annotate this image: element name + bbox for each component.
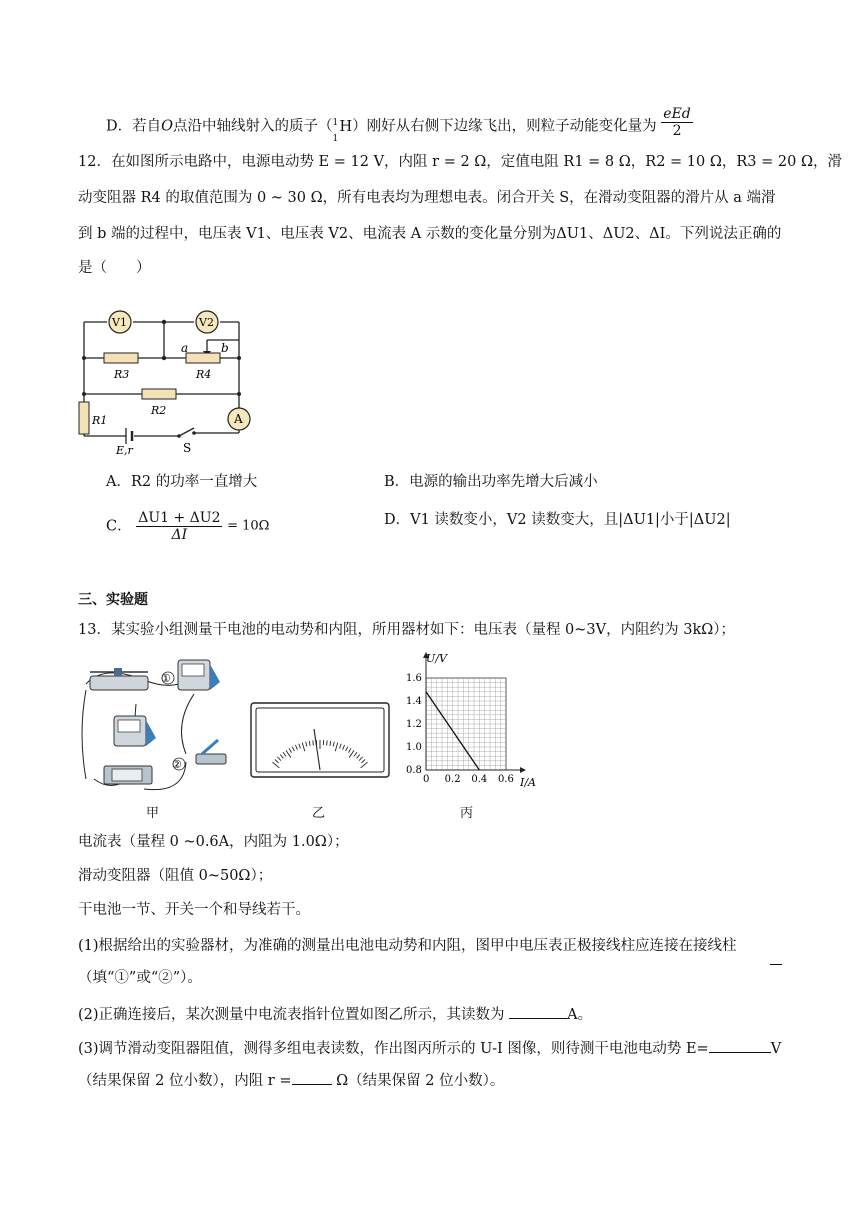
resistor-r4: [186, 353, 220, 363]
chart-y-tick-label: 1.0: [406, 742, 422, 753]
chart-ylabel: U/V: [426, 652, 447, 665]
figure-bing-chart: [396, 650, 542, 790]
q13-part2-blank[interactable]: [509, 1004, 567, 1019]
q13-part2: (2)正确连接后，某次测量中电流表指针位置如图乙所示，其读数为 A。: [78, 1004, 592, 1025]
label-a-end: a: [181, 341, 189, 355]
q13-stem-line1: 13．某实验小组测量干电池的电动势和内阻，所用器材如下：电压表（量程 0~3V，内阻约为 3kΩ）；: [78, 622, 736, 638]
label-a: A: [234, 412, 243, 426]
label-r1: R1: [92, 414, 108, 427]
chart-xlabel: I/A: [520, 776, 536, 789]
chart-x-tick-label: 0.2: [444, 774, 461, 785]
q12-stem-line1: 12．在如图所示电路中，电源电动势 E = 12 V，内阻 r = 2 Ω，定值电阻 R1 = 8 Ω，R2 = 10 Ω，R3 = 20 Ω，滑: [78, 154, 842, 170]
chart-x-tick-label: 0.4: [471, 774, 488, 785]
figure-jia-caption: 甲: [146, 806, 160, 821]
q12-stem-line3: 到 b 端的过程中，电压表 V1、电压表 V2、电流表 A 示数的变化量分别为ΔU1、ΔU2、ΔI。下列说法正确的: [78, 226, 782, 242]
label-b-end: b: [221, 341, 229, 355]
figure-yi-meter: [250, 702, 390, 778]
resistor-r3: [104, 353, 138, 363]
label-r4: R4: [196, 368, 212, 381]
q13-part3-blank-r[interactable]: [292, 1070, 332, 1085]
q12-option-d: D．V1 读数变小，V2 读数变大，且|ΔU1|小于|ΔU2|: [384, 512, 731, 528]
label-r2: R2: [151, 404, 167, 417]
chart-y-tick-label: 1.2: [406, 719, 422, 730]
figure-jia-apparatus: [74, 654, 234, 804]
q13-part3-blank-e[interactable]: [709, 1038, 771, 1053]
q12-option-a: A．R2 的功率一直增大: [106, 474, 258, 490]
q12-stem-line2: 动变阻器 R4 的取值范围为 0 ~ 30 Ω，所有电表均为理想电表。闭合开关 S，在滑动变阻器的滑片从 a 端滑: [78, 190, 776, 206]
chart-y-tick-label: 1.4: [406, 696, 422, 707]
q12-option-c: C． $\frac{\Delta U1 + \Delta U2}{\Delta I}$ = 10Ω: [106, 510, 270, 543]
terminal-1-label: ①: [161, 672, 171, 685]
q13-line4: 干电池一节、开关一个和导线若干。: [78, 902, 310, 918]
q13-part3-line2: （结果保留 2 位小数），内阻 r = Ω（结果保留 2 位小数）。: [78, 1070, 504, 1091]
q13-part1-line1: (1)根据给出的实验器材，为准确的测量出电池电动势和内阻，图甲中电压表正极接线柱应连接在接线柱: [78, 938, 737, 954]
label-er: E,r: [116, 444, 133, 457]
chart-x-tick-label: 0: [423, 774, 430, 785]
resistor-r1: [79, 402, 89, 434]
meter-tick-mark: [327, 740, 328, 745]
switch-device: [196, 754, 226, 764]
terminal-2-label: ②: [172, 758, 182, 771]
chart-grid: [426, 678, 506, 770]
q13-line2: 电流表（量程 0 ~0.6A，内阻为 1.0Ω）；: [78, 834, 349, 850]
meter-tick-mark: [313, 740, 314, 745]
label-v1: V1: [112, 316, 127, 329]
q13-line3: 滑动变阻器（阻值 0~50Ω）；: [78, 868, 273, 884]
figure-yi-caption: 乙: [312, 806, 326, 821]
section-title: 三、实验题: [78, 592, 148, 608]
q13-part3-line1: (3)调节滑动变阻器阻值，测得多组电表读数，作出图丙所示的 U-I 图像，则待测干电池电动势 E= V: [78, 1038, 781, 1059]
chart-y-tick-label: 0.8: [406, 765, 422, 776]
q13-part1-line2: （填“①”或“②”）。: [78, 970, 202, 986]
chart-x-tick-label: 0.6: [498, 774, 514, 785]
chart-y-tick-label: 1.6: [406, 673, 422, 684]
resistor-r2: [142, 389, 176, 399]
figure-bing-caption: 丙: [460, 806, 474, 821]
chart-x-arrow: [520, 767, 526, 773]
rheostat: [90, 676, 148, 690]
q12-stem-line4: 是（ ）: [78, 260, 151, 276]
label-v2: V2: [199, 316, 214, 329]
q11-option-d: D．若自O点沿中轴线射入的质子（ 1 1 H）刚好从右侧下边缘飞出，则粒子动能变化量为 $\frac{\text{eEd}}{2}$: [106, 106, 691, 144]
q13-part1-blank[interactable]: [770, 950, 782, 965]
q12-option-b: B．电源的输出功率先增大后减小: [384, 474, 598, 490]
label-s: S: [183, 441, 192, 455]
circuit-diagram: [74, 302, 274, 462]
label-r3: R3: [114, 368, 130, 381]
